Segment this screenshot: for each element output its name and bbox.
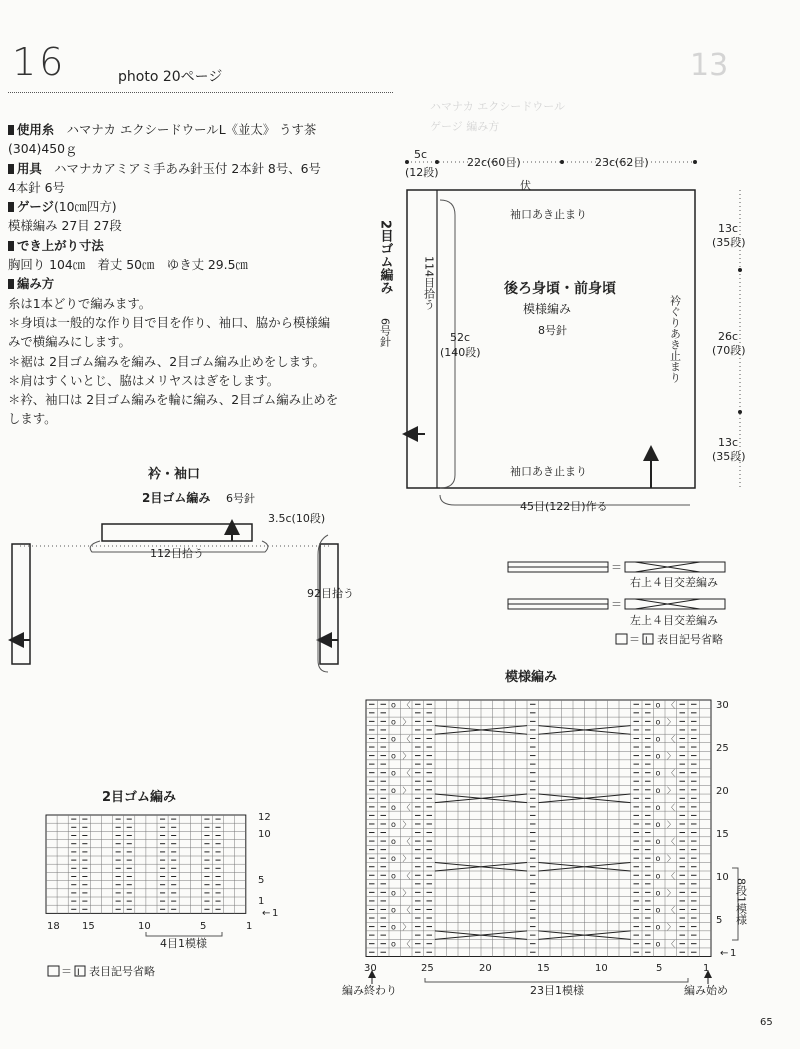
left-52c: 52c xyxy=(450,331,471,344)
method-line: ＊裾は 2目ゴム編みを編み、2目ゴム編み止めをします。 xyxy=(8,353,325,369)
method-line: ＊身頃は一般的な作り目で目を作り、袖口、脇から模様編 xyxy=(8,314,331,330)
ghost-line: ハマナカ エクシードウール xyxy=(430,100,566,113)
size-label: でき上がり寸法 xyxy=(17,237,104,253)
rib-chart xyxy=(46,789,278,978)
decrease-symbol: 〉 xyxy=(402,785,411,795)
body-needle: 8号針 xyxy=(538,324,567,337)
yo-symbol: o xyxy=(655,888,661,898)
yo-symbol: o xyxy=(655,905,661,915)
pattern-chart xyxy=(342,669,748,997)
decrease-symbol: 〈 xyxy=(402,768,411,778)
rib-arrow-num: 1 xyxy=(272,908,279,919)
decrease-symbol: 〈 xyxy=(667,871,675,881)
method-line: ＊衿、袖口は 2目ゴム編みを輪に編み、2目ゴム編み止めを xyxy=(8,392,339,408)
dim-r70: (70段) xyxy=(712,344,746,357)
dim-r35b: (35段) xyxy=(712,450,746,463)
decrease-symbol: 〉 xyxy=(667,785,675,795)
yo-symbol: o xyxy=(391,785,396,795)
rib-col-label: 15 xyxy=(82,921,95,932)
decrease-symbol: 〉 xyxy=(402,888,411,898)
rib-arrow-label: ← xyxy=(262,908,271,919)
pat-col-label: 1 xyxy=(703,963,710,974)
gauge-label: ゲージ xyxy=(17,199,54,215)
pat-col-label: 10 xyxy=(595,963,608,974)
dim-12: (12段) xyxy=(405,166,439,179)
yo-symbol: o xyxy=(655,700,661,710)
left-140: (140段) xyxy=(440,346,481,359)
method-line: します。 xyxy=(8,411,57,427)
knit-symbol: Ⅰ xyxy=(645,636,648,646)
pat-col-label: 30 xyxy=(364,963,377,974)
tools-label: 用具 xyxy=(17,160,42,176)
eq-symbol: ＝ xyxy=(611,598,622,611)
tools-text-2: 4本針 6号 xyxy=(8,179,65,195)
size-text: 胸回り 104㎝ 着丈 50㎝ ゆき丈 29.5㎝ xyxy=(8,257,248,273)
yo-symbol: o xyxy=(655,871,661,881)
decrease-symbol: 〉 xyxy=(667,717,675,727)
dim-23c: 23c(62目) xyxy=(595,156,649,169)
pat-arrow: ← xyxy=(720,948,729,959)
cable-legend xyxy=(508,561,725,646)
collar-diagram xyxy=(12,466,354,672)
pattern-chart-title: 模様編み xyxy=(505,670,558,685)
rib-row-label: 1 xyxy=(258,896,265,907)
yo-symbol: o xyxy=(655,922,661,932)
pat-row-label: 30 xyxy=(716,700,729,711)
eq-symbol: ＝ xyxy=(629,633,640,646)
method-line: ＊肩はすくいとじ、脇はメリヤスはぎをします。 xyxy=(8,372,280,388)
decrease-symbol: 〉 xyxy=(667,751,675,761)
yo-symbol: o xyxy=(655,785,661,795)
pat-row-label: 15 xyxy=(716,829,729,840)
rib-row-label: 12 xyxy=(258,812,271,823)
dim-r26: 26c xyxy=(718,330,739,343)
decrease-symbol: 〈 xyxy=(667,905,675,915)
yo-symbol: o xyxy=(655,734,661,744)
cast-on-label: 45目(122目)作る xyxy=(520,500,608,513)
page-number: 65 xyxy=(760,1017,773,1028)
collar-title: 衿・袖口 xyxy=(148,467,201,482)
rib-col-label: 10 xyxy=(138,921,151,932)
decrease-symbol: 〉 xyxy=(402,819,411,829)
right-cross-label: 右上４目交差編み xyxy=(630,576,718,589)
rib-col-label: 18 xyxy=(47,921,60,932)
pat-row-label: 10 xyxy=(716,872,729,883)
collar-dim: 3.5c(10段) xyxy=(268,512,326,525)
pat-col-label: 25 xyxy=(421,963,434,974)
method-label: 編み方 xyxy=(17,276,55,292)
yo-symbol: o xyxy=(391,871,396,881)
eq-symbol: ＝ xyxy=(61,965,72,978)
dim-22c: 22c(60目) xyxy=(467,156,521,169)
yo-symbol: o xyxy=(655,717,661,727)
decrease-symbol: 〉 xyxy=(402,854,411,864)
gauge-unit: (10㎝四方) xyxy=(53,199,117,215)
decrease-symbol: 〉 xyxy=(667,819,675,829)
pat-rep-sts: 23目1模様 xyxy=(530,984,584,997)
yo-symbol: o xyxy=(655,939,661,949)
decrease-symbol: 〈 xyxy=(667,768,675,778)
dim-r13a: 13c xyxy=(718,222,739,235)
collar-sub: 2目ゴム編み xyxy=(142,491,211,505)
yarn-text-2: (304)450ｇ xyxy=(8,141,78,157)
body-pattern: 模様編み xyxy=(523,302,572,316)
method-line: 糸は1本どりで編みます。 xyxy=(8,295,152,311)
decrease-symbol: 〈 xyxy=(667,700,675,710)
decrease-symbol: 〈 xyxy=(667,734,675,744)
pat-start-label: 編み始め xyxy=(684,984,728,997)
rib-label: 2目ゴム編み xyxy=(377,220,393,295)
pat-col-label: 5 xyxy=(656,963,663,974)
rib-chart-title: 2目ゴム編み xyxy=(102,790,177,805)
pat-row-label: 5 xyxy=(716,915,723,926)
decrease-symbol: 〈 xyxy=(402,837,411,847)
pick-114: 114目拾う xyxy=(422,256,436,310)
decrease-symbol: 〉 xyxy=(667,922,675,932)
yo-symbol: o xyxy=(391,717,396,727)
decrease-symbol: 〈 xyxy=(667,837,675,847)
eq-symbol: ＝ xyxy=(611,561,622,574)
knit-symbol: Ⅰ xyxy=(77,968,80,978)
dim-5c: 5c xyxy=(414,148,428,161)
yo-symbol: o xyxy=(391,837,396,847)
body-title: 後ろ身頃・前身頃 xyxy=(504,281,616,297)
yo-symbol: o xyxy=(391,819,396,829)
decrease-symbol: 〉 xyxy=(667,888,675,898)
yo-symbol: o xyxy=(391,734,396,744)
yarn-text: ハマナカ エクシードウールL《並太》 うす茶 xyxy=(66,122,317,137)
yo-symbol: o xyxy=(655,751,661,761)
yo-symbol: o xyxy=(655,819,661,829)
yo-symbol: o xyxy=(655,802,661,812)
yo-symbol: o xyxy=(391,888,396,898)
yo-symbol: o xyxy=(391,905,396,915)
pat-row-label: 1 xyxy=(730,948,737,959)
decrease-symbol: 〉 xyxy=(402,922,411,932)
neck-stop: 衿ぐりあき止まり xyxy=(668,295,682,383)
body-diagram xyxy=(378,148,746,513)
sleeve-stop-bottom: 袖口あき止まり xyxy=(510,465,587,478)
pat-rep-rows: 8段1模様 xyxy=(734,878,748,925)
pat-row-label: 20 xyxy=(716,786,729,797)
yo-symbol: o xyxy=(655,837,661,847)
yo-symbol: o xyxy=(655,854,661,864)
pat-col-label: 20 xyxy=(479,963,492,974)
decrease-symbol: 〈 xyxy=(402,802,411,812)
decrease-symbol: 〉 xyxy=(402,751,411,761)
yo-symbol: o xyxy=(391,802,396,812)
left-cross-label: 左上４目交差編み xyxy=(630,614,718,627)
decrease-symbol: 〈 xyxy=(402,939,411,949)
rib-col-label: 1 xyxy=(246,921,253,932)
gauge-text: 模様編み 27目 27段 xyxy=(8,218,122,234)
ghost-number: 13 xyxy=(690,48,729,83)
decrease-symbol: 〈 xyxy=(667,939,675,949)
decrease-symbol: 〈 xyxy=(667,802,675,812)
ghost-line: ゲージ 編み方 xyxy=(430,120,500,133)
decrease-symbol: 〉 xyxy=(402,717,411,727)
omit-note: 表目記号省略 xyxy=(657,633,723,646)
yo-symbol: o xyxy=(391,751,396,761)
rib-needle: 6号針 xyxy=(378,318,392,347)
pick-112: 112目拾う xyxy=(150,547,204,560)
decrease-symbol: 〈 xyxy=(402,871,411,881)
decrease-symbol: 〈 xyxy=(402,905,411,915)
bind-off-label: 伏 xyxy=(520,179,531,192)
rib-grid xyxy=(46,815,246,913)
pat-col-label: 15 xyxy=(537,963,550,974)
collar-needle: 6号針 xyxy=(226,492,255,505)
pat-end-label: 編み終わり xyxy=(342,984,397,997)
dim-r13b: 13c xyxy=(718,436,739,449)
decrease-symbol: 〈 xyxy=(402,734,411,744)
yo-symbol: o xyxy=(391,768,396,778)
yarn-label: 使用糸 xyxy=(17,122,55,137)
decrease-symbol: 〈 xyxy=(402,700,411,710)
pick-92: 92目拾う xyxy=(307,587,354,600)
rib-repeat: 4目1模様 xyxy=(160,937,207,950)
pat-row-label: 25 xyxy=(716,743,729,754)
yo-symbol: o xyxy=(391,854,396,864)
yo-symbol: o xyxy=(391,922,396,932)
photo-reference: photo 20ページ xyxy=(118,69,223,85)
pattern-grid xyxy=(366,700,711,957)
pattern-number: 16 xyxy=(12,40,67,84)
rib-omit-note: 表目記号省略 xyxy=(89,965,155,978)
method-line: みで横編みにします。 xyxy=(8,334,131,350)
pick-up-curve xyxy=(440,200,455,488)
tools-text: ハマナカアミアミ手あみ針玉付 2本針 8号、6号 xyxy=(54,160,321,176)
yo-symbol: o xyxy=(655,768,661,778)
yo-symbol: o xyxy=(391,700,396,710)
rib-row-label: 10 xyxy=(258,829,271,840)
dim-r35a: (35段) xyxy=(712,236,746,249)
rib-row-label: 5 xyxy=(258,875,265,886)
sleeve-stop-top: 袖口あき止まり xyxy=(510,208,587,221)
rib-col-label: 5 xyxy=(200,921,207,932)
yo-symbol: o xyxy=(391,939,396,949)
decrease-symbol: 〉 xyxy=(667,854,675,864)
